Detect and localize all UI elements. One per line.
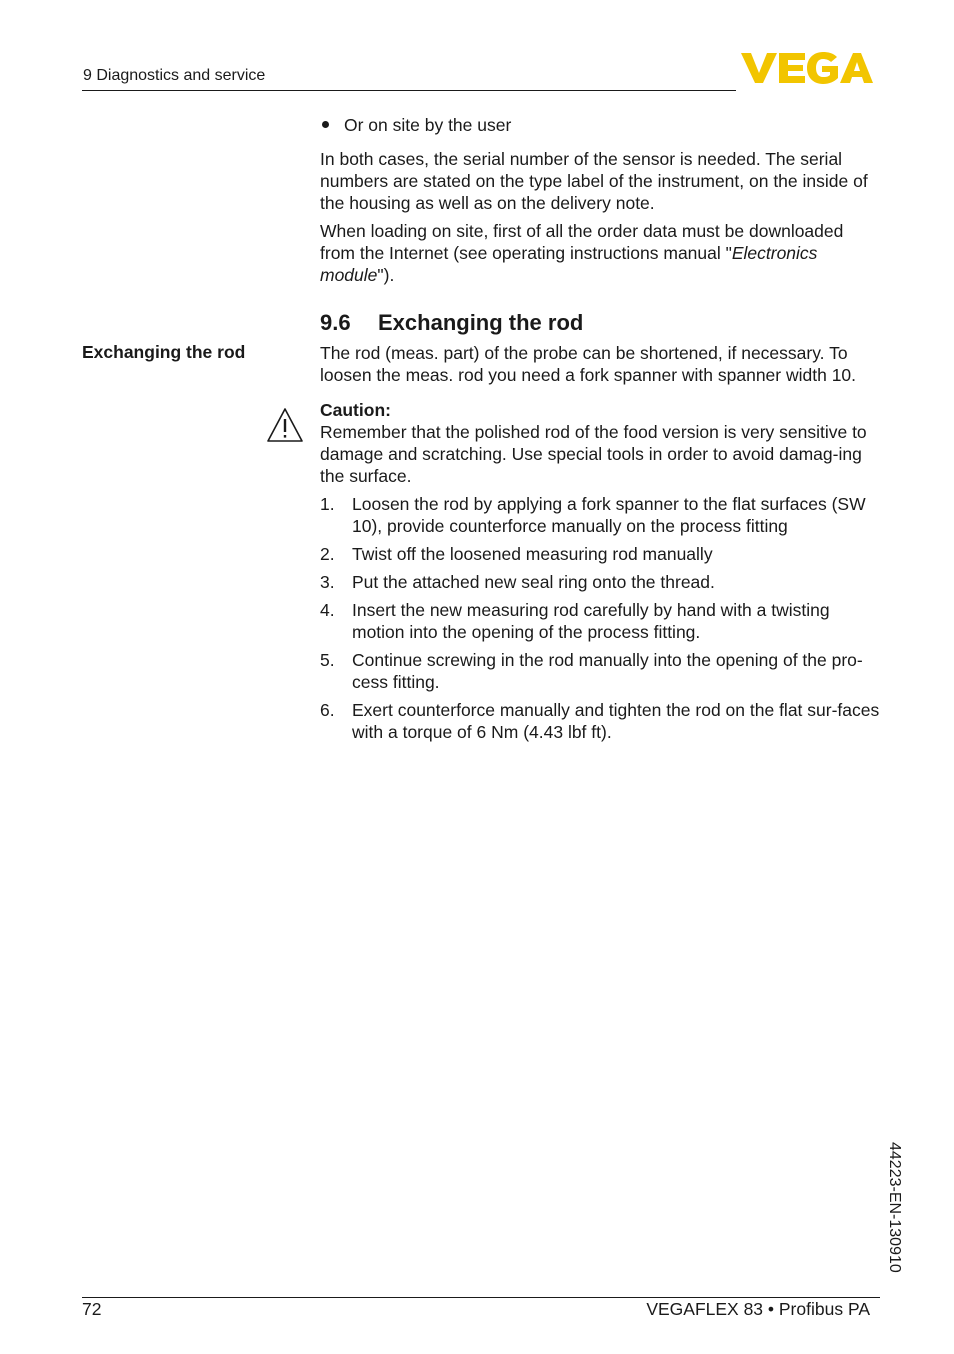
paragraph-loading [320,220,880,286]
step-text: Twist off the loosened measuring rod manually [352,544,713,564]
step-text: Insert the new measuring rod carefully by hand with a twisting motion into the opening of the process fitting. [352,600,830,642]
list-item [320,599,880,643]
section-number: 9.6 [320,310,351,335]
step-text: Continue screwing in the rod manually into the opening of the pro-cess fitting. [352,650,863,692]
section-title: Exchanging the rod [378,310,584,335]
caution-text: Remember that the polished rod of the food version is very sensitive to damage and scratching. Use special tools in order to avoid damag-ing the surface. [320,422,867,486]
step-number: 5. [320,650,335,670]
caution-block [320,399,880,749]
bullet-item [320,114,511,136]
document-id: 44223-EN-130910 [886,1142,903,1273]
margin-label: Exchanging the rod [82,342,246,362]
paragraph-serial: In both cases, the serial number of the sensor is needed. The serial numbers are stated on the type label of the instrument, on the inside of the housing as well as on the delivery note. [320,149,868,213]
step-number: 4. [320,600,335,620]
step-number: 2. [320,544,335,564]
list-item [320,649,880,693]
step-number: 1. [320,494,335,514]
step-text: Exert counterforce manually and tighten the rod on the flat sur-faces with a torque of 6 Nm (4.43 lbf ft). [352,700,880,742]
step-number: 3. [320,572,335,592]
page-number: 72 [82,1299,102,1319]
list-item [320,699,880,743]
manual-title: Electronics module [320,243,818,285]
warning-icon [266,407,304,443]
bullet-text: Or on site by the user [344,115,512,135]
paragraph-loading-text: When loading on site, first of all the order data must be downloaded from the Internet (see operating instructions manual " [320,221,844,263]
product-name: VEGAFLEX 83 • Profibus PA [646,1299,870,1319]
footer-rule [82,1297,880,1298]
caution-title: Caution: [320,400,391,420]
list-item [320,493,880,537]
step-text: Loosen the rod by applying a fork spanner to the flat surfaces (SW 10), provide counterforce manually on the process fitting [352,494,866,536]
bullet-icon [322,121,329,128]
step-text: Put the attached new seal ring onto the thread. [352,572,715,592]
step-number: 6. [320,700,335,720]
list-item [320,543,880,565]
running-header: 9 Diagnostics and service [83,67,266,84]
steps-list [320,493,880,743]
paragraph-loading-end: "). [377,265,395,285]
header-rule [82,90,736,91]
vega-logo [741,51,873,85]
intro-paragraph: The rod (meas. part) of the probe can be shortened, if necessary. To loosen the meas. rod you need a fork spanner with spanner width 10. [320,343,857,385]
section-heading [320,310,583,336]
list-item [320,571,880,593]
